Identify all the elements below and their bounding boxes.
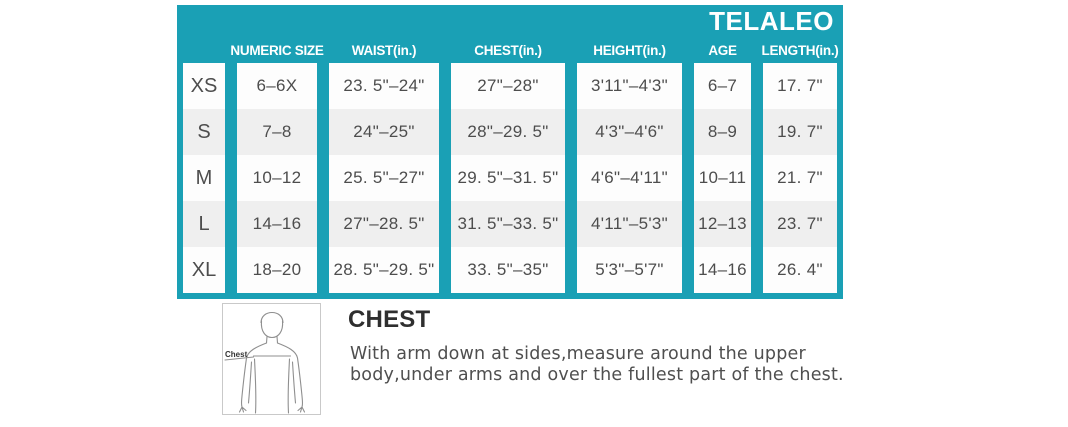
cell-numeric-size: 10–12 <box>237 155 317 201</box>
measure-description <box>350 344 850 386</box>
cell-age: 12–13 <box>694 201 751 247</box>
column-header-chest: CHEST(in.) <box>474 43 542 58</box>
row-size-label: XL <box>183 247 225 293</box>
cell-numeric-size: 18–20 <box>237 247 317 293</box>
size-chart-table <box>177 5 843 299</box>
column-header-length: LENGTH(in.) <box>761 43 839 58</box>
row-size-label: M <box>183 155 225 201</box>
size-chart-grid <box>183 5 837 293</box>
row-size-label: S <box>183 109 225 155</box>
cell-length: 19. 7" <box>763 109 837 155</box>
column-header-waist: WAIST(in.) <box>351 43 417 58</box>
cell-waist: 27"–28. 5" <box>329 201 439 247</box>
chest-measure-diagram <box>222 303 321 415</box>
cell-length: 26. 4" <box>763 247 837 293</box>
cell-age: 14–16 <box>694 247 751 293</box>
cell-height: 4'11"–5'3" <box>577 201 682 247</box>
measure-section-title: CHEST <box>348 306 431 333</box>
cell-chest: 33. 5"–35" <box>451 247 565 293</box>
body-outline-illustration <box>223 304 320 414</box>
cell-chest: 28"–29. 5" <box>451 109 565 155</box>
cell-waist: 24"–25" <box>329 109 439 155</box>
cell-numeric-size: 6–6X <box>237 63 317 109</box>
cell-numeric-size: 14–16 <box>237 201 317 247</box>
row-size-label: XS <box>183 63 225 109</box>
cell-numeric-size: 7–8 <box>237 109 317 155</box>
cell-length: 17. 7" <box>763 63 837 109</box>
cell-chest: 27"–28" <box>451 63 565 109</box>
cell-age: 10–11 <box>694 155 751 201</box>
brand-logo: TELALEO <box>709 6 834 36</box>
measure-description-line2: body,under arms and over the fullest part of the chest. <box>350 365 844 385</box>
measure-description-line1: With arm down at sides,measure around the upper <box>350 344 806 364</box>
column-header-age: AGE <box>708 43 737 58</box>
cell-chest: 29. 5"–31. 5" <box>451 155 565 201</box>
row-size-label: L <box>183 201 225 247</box>
cell-age: 6–7 <box>694 63 751 109</box>
cell-length: 21. 7" <box>763 155 837 201</box>
cell-age: 8–9 <box>694 109 751 155</box>
diagram-chest-label: Chest <box>225 350 248 359</box>
cell-chest: 31. 5"–33. 5" <box>451 201 565 247</box>
cell-height: 5'3"–5'7" <box>577 247 682 293</box>
cell-waist: 25. 5"–27" <box>329 155 439 201</box>
cell-height: 4'3"–4'6" <box>577 109 682 155</box>
cell-waist: 23. 5"–24" <box>329 63 439 109</box>
column-header-height: HEIGHT(in.) <box>593 43 666 58</box>
column-header-numeric-size: NUMERIC SIZE <box>230 43 324 58</box>
column-header-size <box>183 5 225 63</box>
cell-height: 4'6"–4'11" <box>577 155 682 201</box>
cell-waist: 28. 5"–29. 5" <box>329 247 439 293</box>
cell-height: 3'11"–4'3" <box>577 63 682 109</box>
cell-length: 23. 7" <box>763 201 837 247</box>
